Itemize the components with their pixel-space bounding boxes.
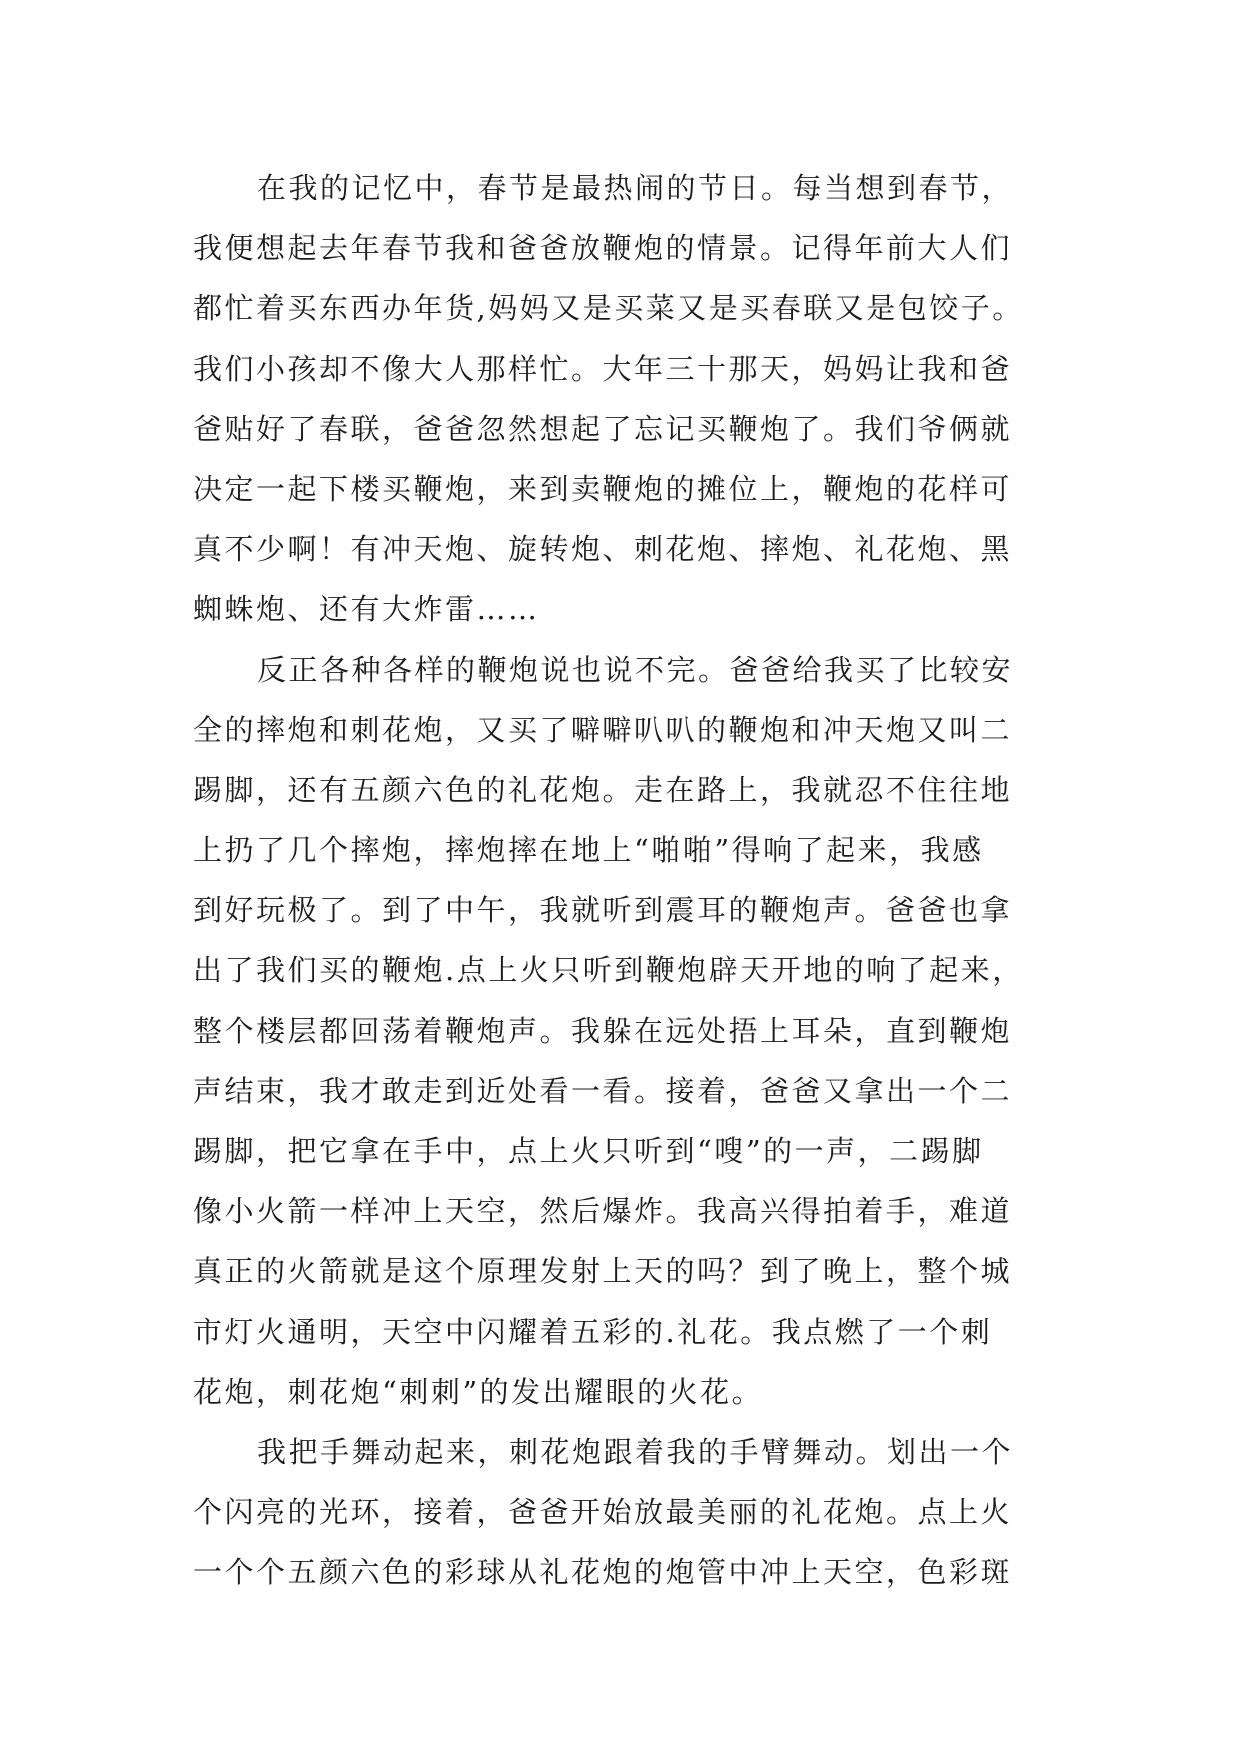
paragraph-2-line-12: 市灯火通明，天空中闪耀着五彩的.礼花。我点燃了一个刺 [193, 1314, 993, 1349]
paragraph-2-line-11: 真正的火箭就是这个原理发射上天的吗？到了晚上，整个城 [193, 1254, 1013, 1289]
paragraph-2-line-5: 到好玩极了。到了中午，我就听到震耳的鞭炮声。爸爸也拿 [193, 893, 1013, 928]
paragraph-2-line-13: 花炮，刺花炮“刺刺”的发出耀眼的火花。 [193, 1374, 764, 1409]
paragraph-1-line-6: 决定一起下楼买鞭炮，来到卖鞭炮的摊位上，鞭炮的花样可 [193, 471, 1013, 506]
paragraph-3-line-2: 个闪亮的光环，接着，爸爸开始放最美丽的礼花炮。点上火 [193, 1495, 1013, 1530]
paragraph-2-line-10: 像小火箭一样冲上天空，然后爆炸。我高兴得拍着手，难道 [193, 1194, 1013, 1229]
paragraph-2-line-2: 全的摔炮和刺花炮，又买了噼噼叭叭的鞭炮和冲天炮又叫二 [193, 712, 1013, 747]
paragraph-3-line-3: 一个个五颜六色的彩球从礼花炮的炮管中冲上天空，色彩斑 [193, 1555, 1013, 1590]
paragraph-1-line-3: 都忙着买东西办年货,妈妈又是买菜又是买春联又是包饺子。 [193, 291, 1024, 326]
paragraph-2-line-9: 踢脚，把它拿在手中，点上火只听到“嗖”的一声，二踢脚 [193, 1134, 984, 1168]
paragraph-2-line-4: 上扔了几个摔炮，摔炮摔在地上“啪啪”得响了起来，我感 [193, 833, 984, 868]
paragraph-2-line-1: 反正各种各样的鞭炮说也说不完。爸爸给我买了比较安 [257, 652, 1014, 687]
paragraph-2-line-8: 声结束，我才敢走到近处看一看。接着，爸爸又拿出一个二 [193, 1073, 1013, 1108]
paragraph-2-line-6: 出了我们买的鞭炮.点上火只听到鞭炮辟天开地的响了起来， [193, 953, 1024, 988]
paragraph-2-line-7: 整个楼层都回荡着鞭炮声。我躲在远处捂上耳朵，直到鞭炮 [193, 1013, 1013, 1048]
paragraph-1-line-1: 在我的记忆中，春节是最热闹的节日。每当想到春节， [257, 171, 1014, 205]
paragraph-1-line-7: 真不少啊！有冲天炮、旋转炮、刺花炮、摔炮、礼花炮、黑 [193, 532, 1013, 567]
paragraph-1-line-4: 我们小孩却不像大人那样忙。大年三十那天，妈妈让我和爸 [193, 351, 1013, 386]
paragraph-1-line-8: 蜘蛛炮、还有大炸雷…… [193, 592, 540, 627]
paragraph-3-line-1: 我把手舞动起来，刺花炮跟着我的手臂舞动。划出一个 [257, 1434, 1014, 1469]
paragraph-1-line-5: 爸贴好了春联，爸爸忽然想起了忘记买鞭炮了。我们爷俩就 [193, 411, 1013, 446]
paragraph-1-line-2: 我便想起去年春节我和爸爸放鞭炮的情景。记得年前大人们 [193, 231, 1013, 266]
paragraph-2-line-3: 踢脚，还有五颜六色的礼花炮。走在路上，我就忍不住往地 [193, 772, 1013, 807]
body-text [193, 158, 1073, 1603]
